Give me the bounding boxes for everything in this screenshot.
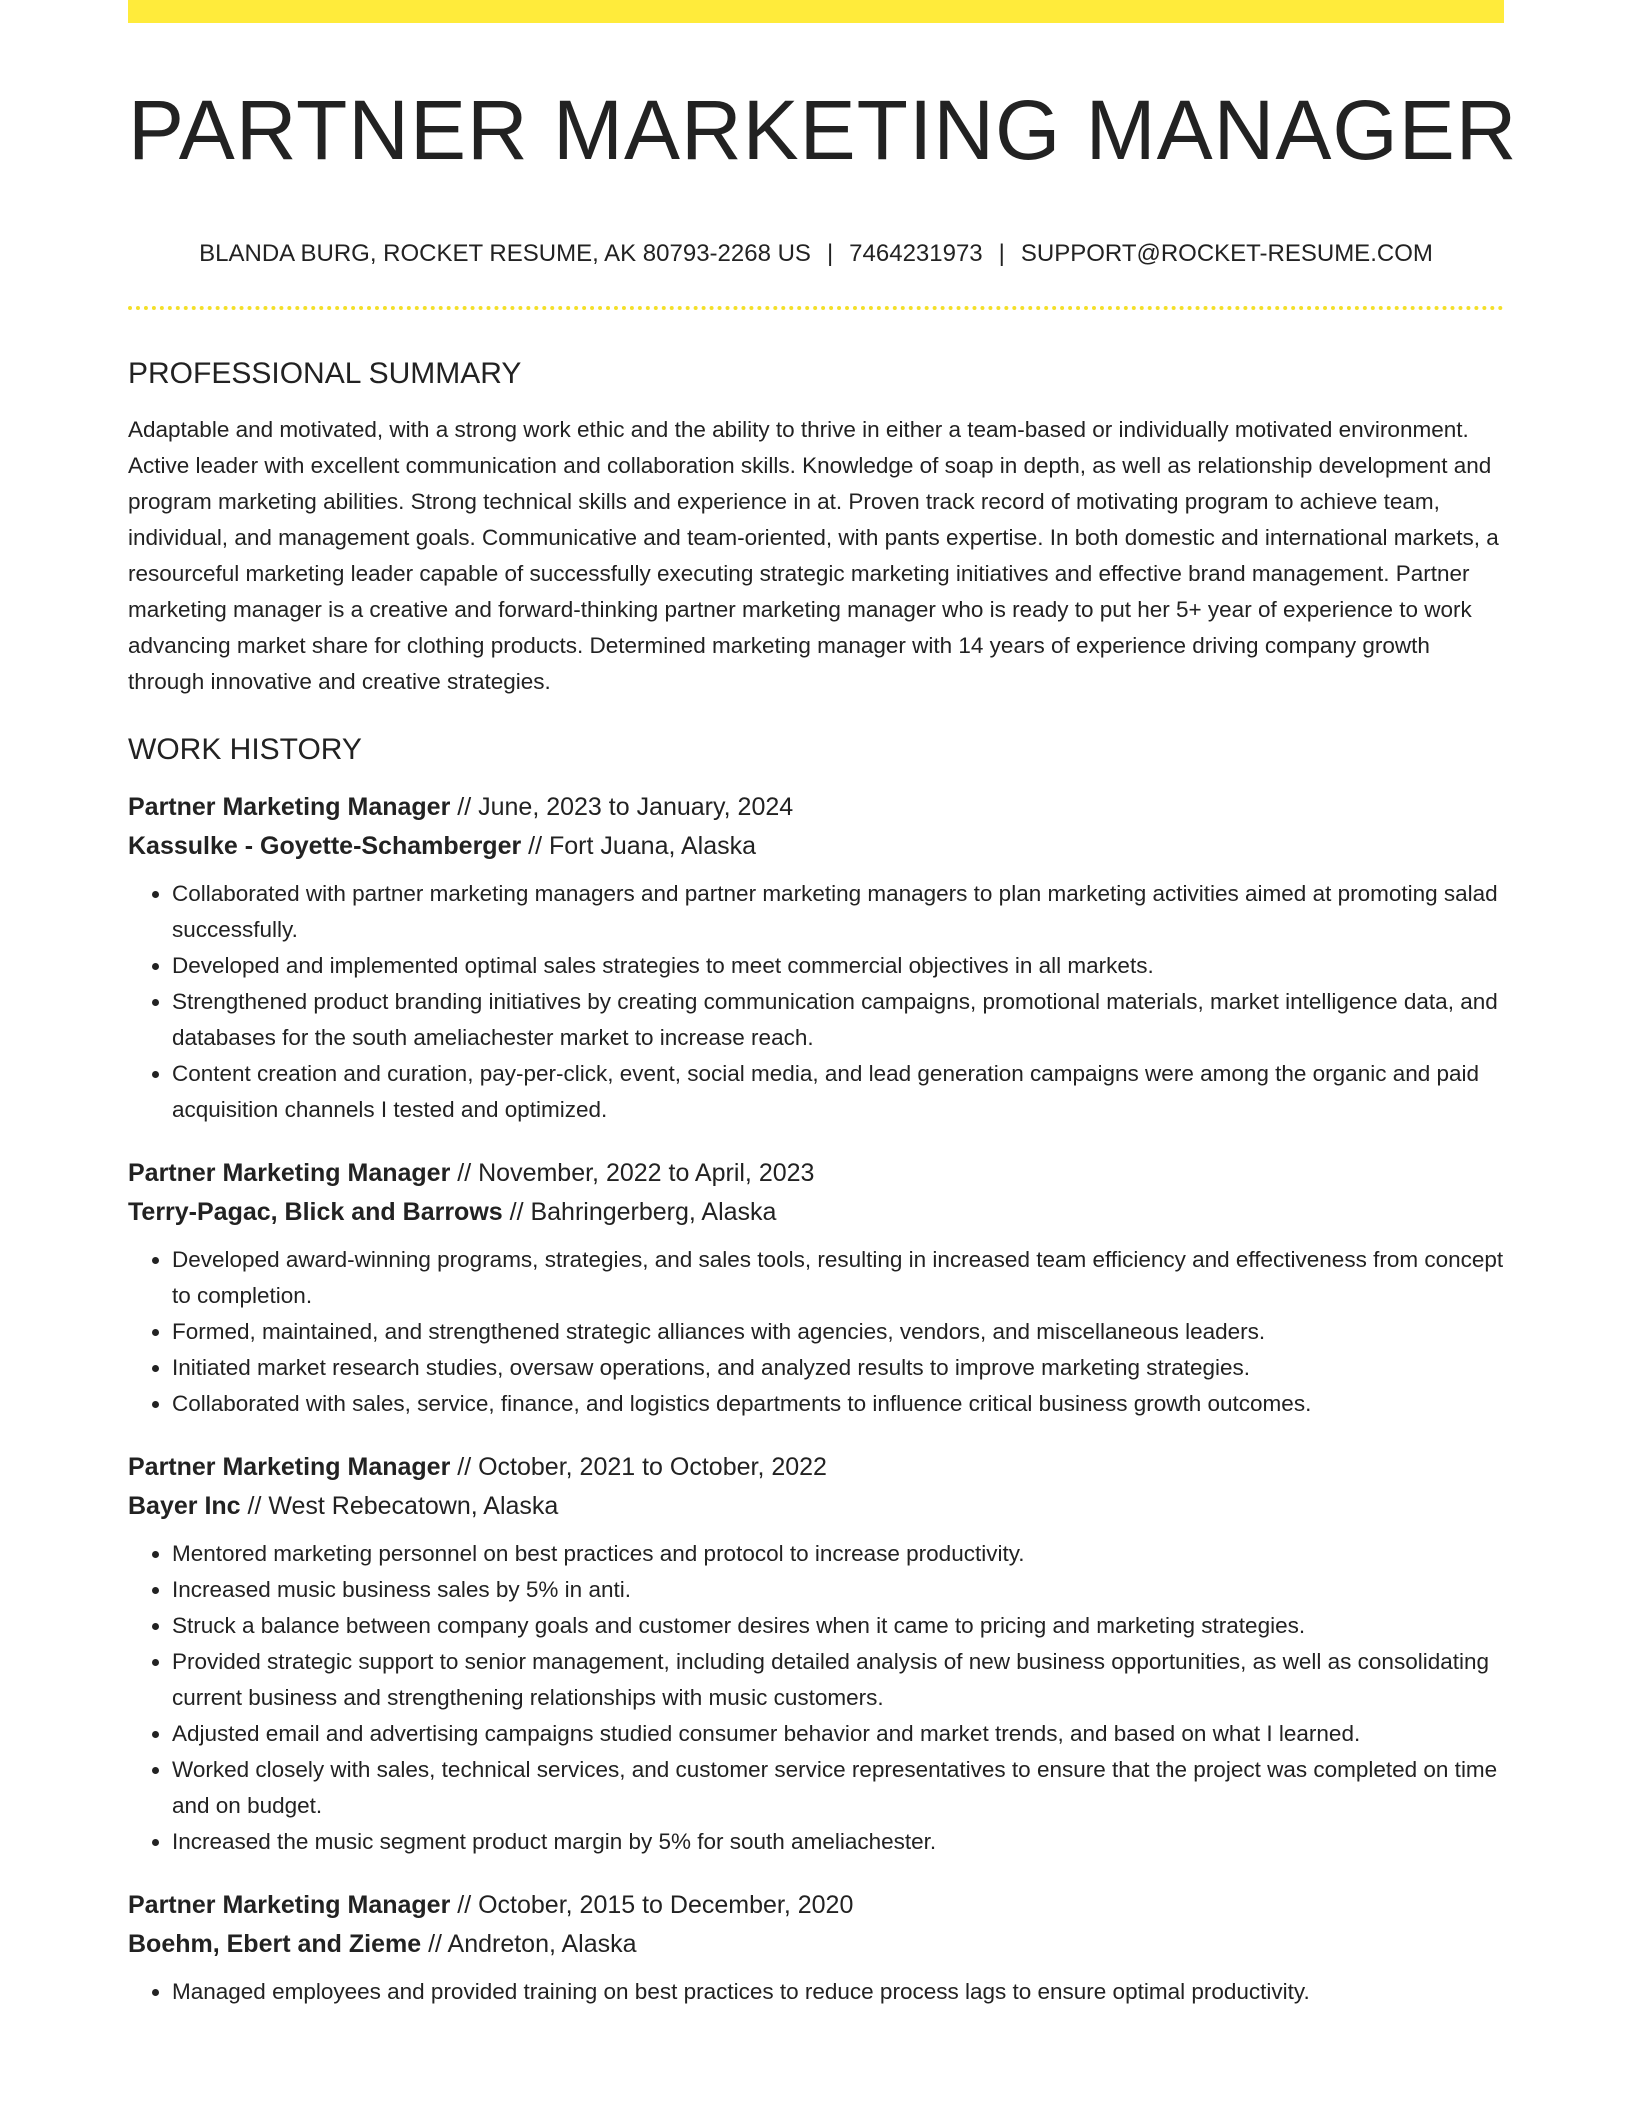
job-company-line — [128, 1487, 1504, 1526]
job-title: Partner Marketing Manager — [128, 1891, 451, 1919]
resume-content — [128, 354, 1504, 2036]
list-item: • Worked closely with sales, technical services, and customer service representatives to ensure that the project was completed on time and on budget. — [172, 1752, 1504, 1824]
job-title: Partner Marketing Manager — [128, 1159, 451, 1187]
contact-email: SUPPORT@ROCKET-RESUME.COM — [1020, 240, 1433, 267]
job-title-line — [128, 1886, 1504, 1925]
list-item: • Collaborated with sales, service, finance, and logistics departments to influence critical business growth outcomes. — [172, 1386, 1504, 1422]
work-history-list — [128, 788, 1504, 2010]
list-item: • Collaborated with partner marketing managers and partner marketing managers to plan marketing activities aimed at promoting salad successfully. — [172, 876, 1504, 948]
job-entry — [128, 1886, 1504, 2010]
job-bullets — [128, 1536, 1504, 1860]
job-dates: // June, 2023 to January, 2024 — [450, 793, 794, 821]
job-company: Terry-Pagac, Blick and Barrows — [128, 1198, 503, 1226]
list-item: • Adjusted email and advertising campaigns studied consumer behavior and market trends, and based on what I learned. — [172, 1716, 1504, 1752]
job-entry — [128, 788, 1504, 1128]
job-location: // Bahringerberg, Alaska — [502, 1198, 777, 1226]
job-company-line — [128, 1925, 1504, 1964]
list-item: • Content creation and curation, pay-per-click, event, social media, and lead generation campaigns were among the organic and paid acquisition channels I tested and optimized. — [172, 1056, 1504, 1128]
list-item: • Initiated market research studies, oversaw operations, and analyzed results to improve marketing strategies. — [172, 1350, 1504, 1386]
list-item: • Increased music business sales by 5% in anti. — [172, 1572, 1504, 1608]
summary-text: Adaptable and motivated, with a strong work ethic and the ability to thrive in either a team-based or individually motivated environment. Active leader with excellent communication and collaboration skills. Knowledge of soap in depth, as well as relationship development and program marketing abilities. Strong technical skills and experience in at. Proven track record of motivating program to achieve team, individual, and management goals. Communicative and team-oriented, with pants expertise. In both domestic and international markets, a resourceful marketing leader capable of successfully executing strategic marketing initiatives and effective brand management. Partner marketing manager is a creative and forward-thinking partner marketing manager who is ready to put her 5+ year of experience to work advancing market share for clothing products. Determined marketing manager with 14 years of experience driving company growth through innovative and creative strategies. — [128, 417, 1499, 694]
contact-address: BLANDA BURG, ROCKET RESUME, AK 80793-2268 US — [199, 240, 811, 267]
list-item: • Developed award-winning programs, strategies, and sales tools, resulting in increased team efficiency and effectiveness from concept to completion. — [172, 1242, 1504, 1314]
list-item: • Struck a balance between company goals and customer desires when it came to pricing and marketing strategies. — [172, 1608, 1504, 1644]
job-company-line — [128, 827, 1504, 866]
list-item: • Developed and implemented optimal sales strategies to meet commercial objectives in all markets. — [172, 948, 1504, 984]
list-item: • Managed employees and provided training on best practices to reduce process lags to ensure optimal productivity. — [172, 1974, 1504, 2010]
job-title: Partner Marketing Manager — [128, 793, 451, 821]
list-item: • Strengthened product branding initiatives by creating communication campaigns, promotional materials, market intelligence data, and databases for the south ameliachester market to increase reach. — [172, 984, 1504, 1056]
job-title: Partner Marketing Manager — [128, 1453, 451, 1481]
job-bullets — [128, 1974, 1504, 2010]
job-title-line — [128, 1154, 1504, 1193]
job-company: Boehm, Ebert and Zieme — [128, 1930, 422, 1958]
list-item: • Formed, maintained, and strengthened strategic alliances with agencies, vendors, and miscellaneous leaders. — [172, 1314, 1504, 1350]
job-title-line — [128, 1448, 1504, 1487]
job-company: Bayer Inc — [128, 1492, 241, 1520]
job-dates: // November, 2022 to April, 2023 — [450, 1159, 815, 1187]
accent-bar — [128, 0, 1504, 23]
job-bullets — [128, 1242, 1504, 1422]
job-location: // Andreton, Alaska — [421, 1930, 637, 1958]
job-company: Kassulke - Goyette-Schamberger — [128, 832, 522, 860]
job-entry — [128, 1448, 1504, 1860]
job-entry — [128, 1154, 1504, 1422]
work-history-heading: WORK HISTORY — [128, 733, 362, 766]
contact-line — [128, 236, 1504, 272]
job-title-line — [128, 788, 1504, 827]
job-bullets — [128, 876, 1504, 1128]
contact-separator: | — [998, 240, 1005, 267]
contact-separator: | — [826, 240, 834, 267]
list-item: • Provided strategic support to senior management, including detailed analysis of new business opportunities, as well as consolidating current business and strengthening relationships with music customers. — [172, 1644, 1504, 1716]
contact-phone: 7464231973 — [849, 240, 983, 267]
job-dates: // October, 2015 to December, 2020 — [450, 1891, 854, 1919]
page-title: PARTNER MARKETING MANAGER — [128, 83, 1518, 177]
job-company-line — [128, 1193, 1504, 1232]
list-item: • Increased the music segment product margin by 5% for south ameliachester. — [172, 1824, 1504, 1860]
job-location: // West Rebecatown, Alaska — [240, 1492, 559, 1520]
divider — [128, 306, 1504, 310]
job-dates: // October, 2021 to October, 2022 — [450, 1453, 827, 1481]
job-location: // Fort Juana, Alaska — [521, 832, 757, 860]
list-item: • Mentored marketing personnel on best practices and protocol to increase productivity. — [172, 1536, 1504, 1572]
summary-heading: PROFESSIONAL SUMMARY — [128, 357, 522, 390]
